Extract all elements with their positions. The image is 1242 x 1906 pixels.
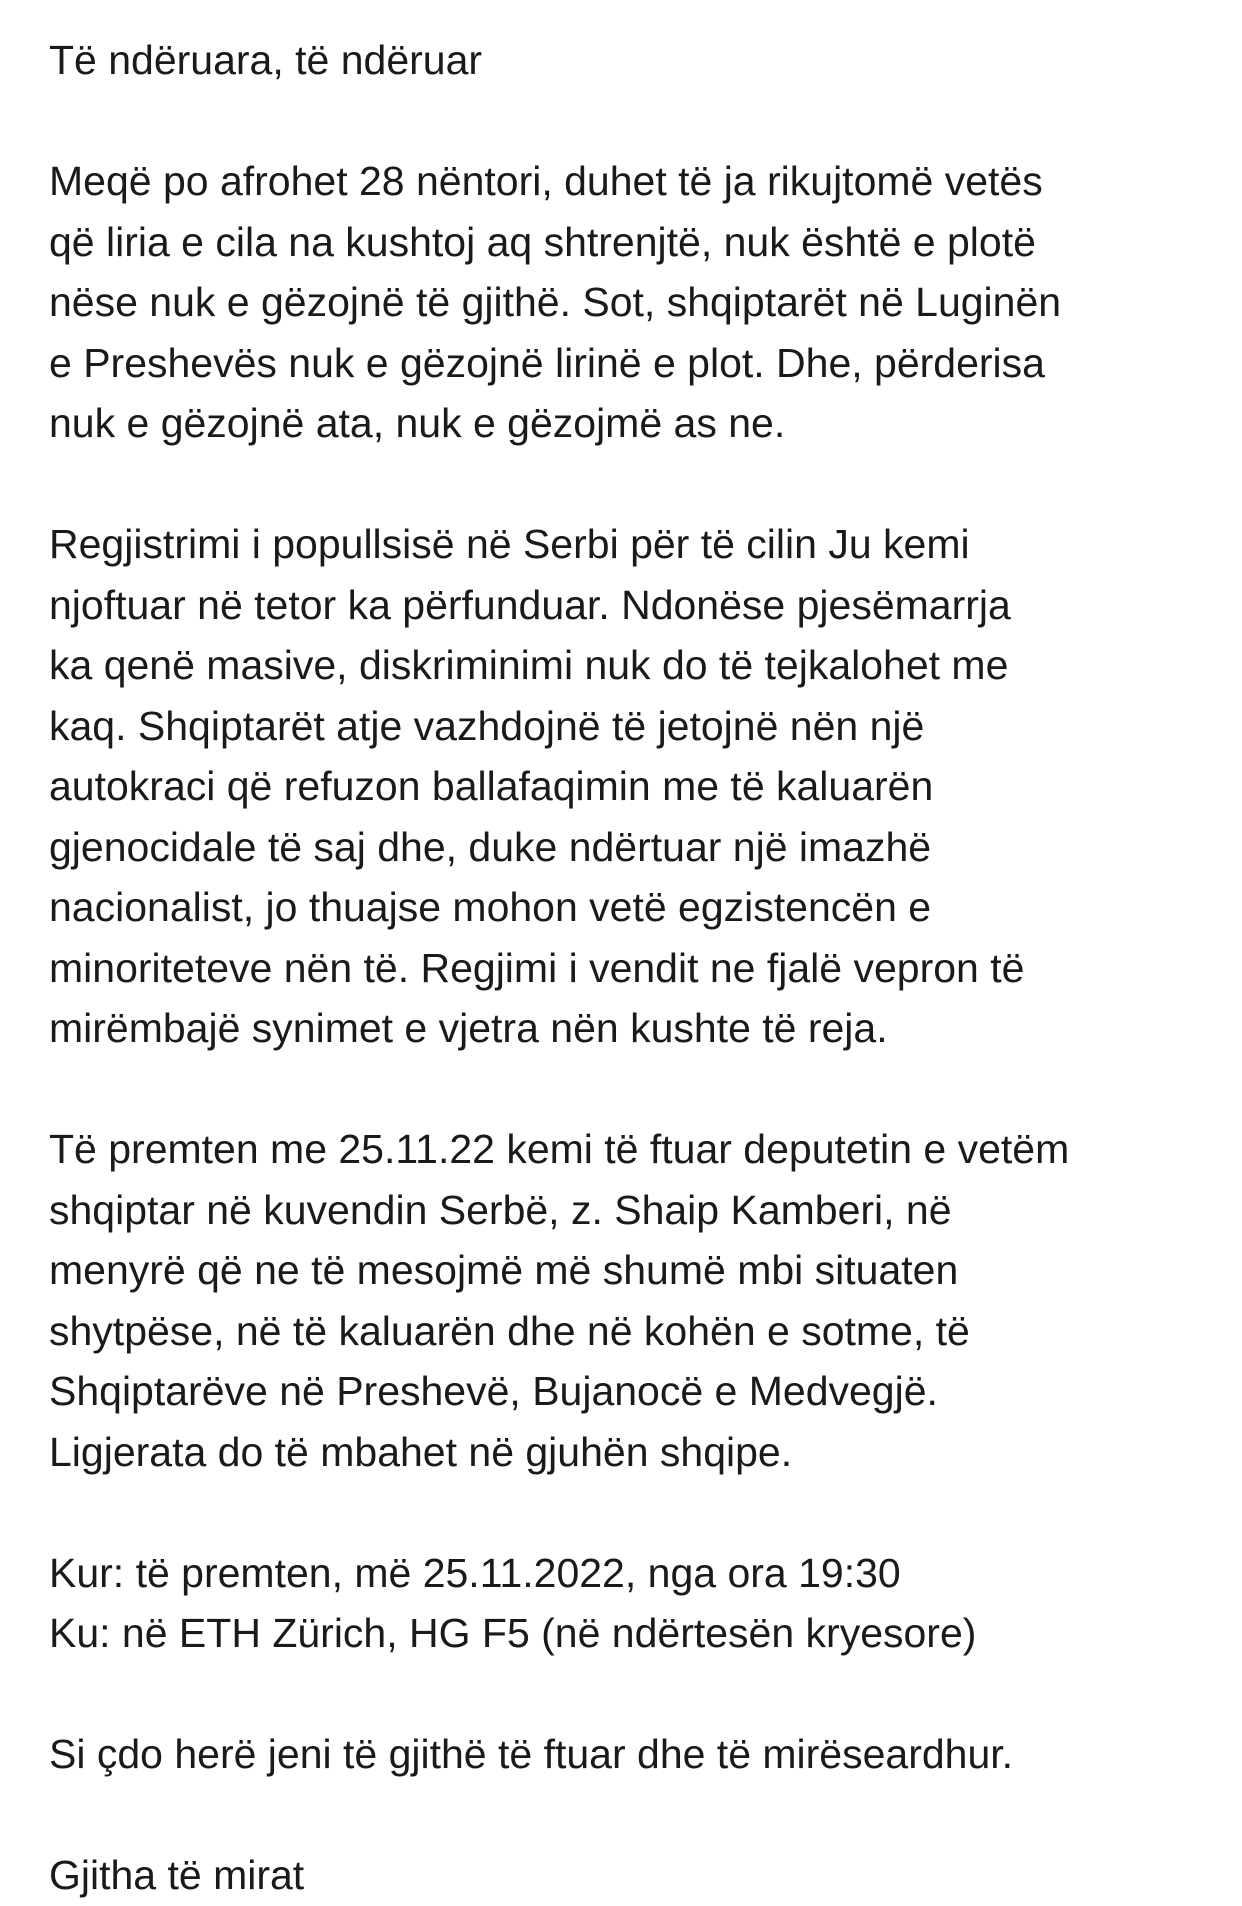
paragraph-line: ka qenë masive, diskriminimi nuk do të tejkalohet me	[49, 642, 1009, 688]
paragraph-lecture	[49, 1119, 1219, 1482]
paragraph-line: mirëmbajë synimet e vjetra nën kushte të reja.	[49, 1005, 888, 1051]
paragraph-line: menyrë që ne të mesojmë më shumë mbi situaten	[49, 1247, 959, 1293]
paragraph-line: nacionalist, jo thuajse mohon vetë egzistencën e	[49, 884, 932, 930]
paragraph-line: që liria e cila na kushtoj aq shtrenjtë, nuk është e plotë	[49, 218, 1036, 265]
event-when: Kur: të premten, më 25.11.2022, nga ora 19:30	[49, 1549, 901, 1596]
paragraph-independence	[49, 151, 1219, 454]
paragraph-line: gjenocidale të saj dhe, duke ndërtuar një imazhë	[49, 823, 932, 870]
paragraph-line: e Preshevës nuk e gëzojnë lirinë e plot. Dhe, përderisa	[49, 339, 1045, 386]
event-where: Ku: në ETH Zürich, HG F5 (në ndërtesën kryesore)	[49, 1610, 977, 1656]
paragraph-spacer	[49, 1785, 1219, 1846]
paragraph-line: Shqiptarëve në Preshevë, Bujanocë e Medvegjë.	[49, 1368, 938, 1414]
paragraph-line: shqiptar në kuvendin Serbë, z. Shaip Kamberi, në	[49, 1186, 952, 1233]
paragraph-spacer	[49, 454, 1219, 515]
paragraph-line: nëse nuk e gëzojnë të gjithë. Sot, shqiptarët në Luginën	[49, 279, 1062, 325]
greeting: Të ndëruara, të ndëruar	[49, 37, 483, 83]
invitation: Si çdo herë jeni të gjithë të ftuar dhe të mirëseardhur.	[49, 1731, 1014, 1777]
paragraph-line: njoftuar në tetor ka përfunduar. Ndonëse pjesëmarrja	[49, 581, 1011, 628]
paragraph-line: kaq. Shqiptarët atje vazhdojnë të jetojnë nën një	[49, 702, 925, 749]
closing: Gjitha të mirat	[49, 1852, 305, 1898]
paragraph-line: nuk e gëzojnë ata, nuk e gëzojmë as ne.	[49, 400, 786, 446]
paragraph-spacer	[49, 1482, 1219, 1543]
paragraph-spacer	[49, 91, 1219, 152]
paragraph-line: Të premten me 25.11.22 kemi të ftuar deputetin e vetëm	[49, 1126, 1070, 1172]
paragraph-line: autokraci që refuzon ballafaqimin me të kaluarën	[49, 763, 934, 809]
paragraph-line: minoriteteve nën të. Regjimi i vendit ne fjalë vepron të	[49, 944, 1025, 991]
paragraph-census	[49, 514, 1219, 1059]
paragraph-spacer	[49, 1664, 1219, 1725]
paragraph-line: Ligjerata do të mbahet në gjuhën shqipe.	[49, 1428, 793, 1475]
paragraph-line: Meqë po afrohet 28 nëntori, duhet të ja rikujtomë vetës	[49, 158, 1043, 204]
paragraph-line: Regjistrimi i popullsisë në Serbi për të cilin Ju kemi	[49, 521, 970, 567]
event-details	[49, 1543, 1219, 1664]
paragraph-spacer	[49, 1059, 1219, 1120]
paragraph-line: shytpëse, në të kaluarën dhe në kohën e sotme, të	[49, 1307, 970, 1354]
message-body	[49, 30, 1219, 1906]
